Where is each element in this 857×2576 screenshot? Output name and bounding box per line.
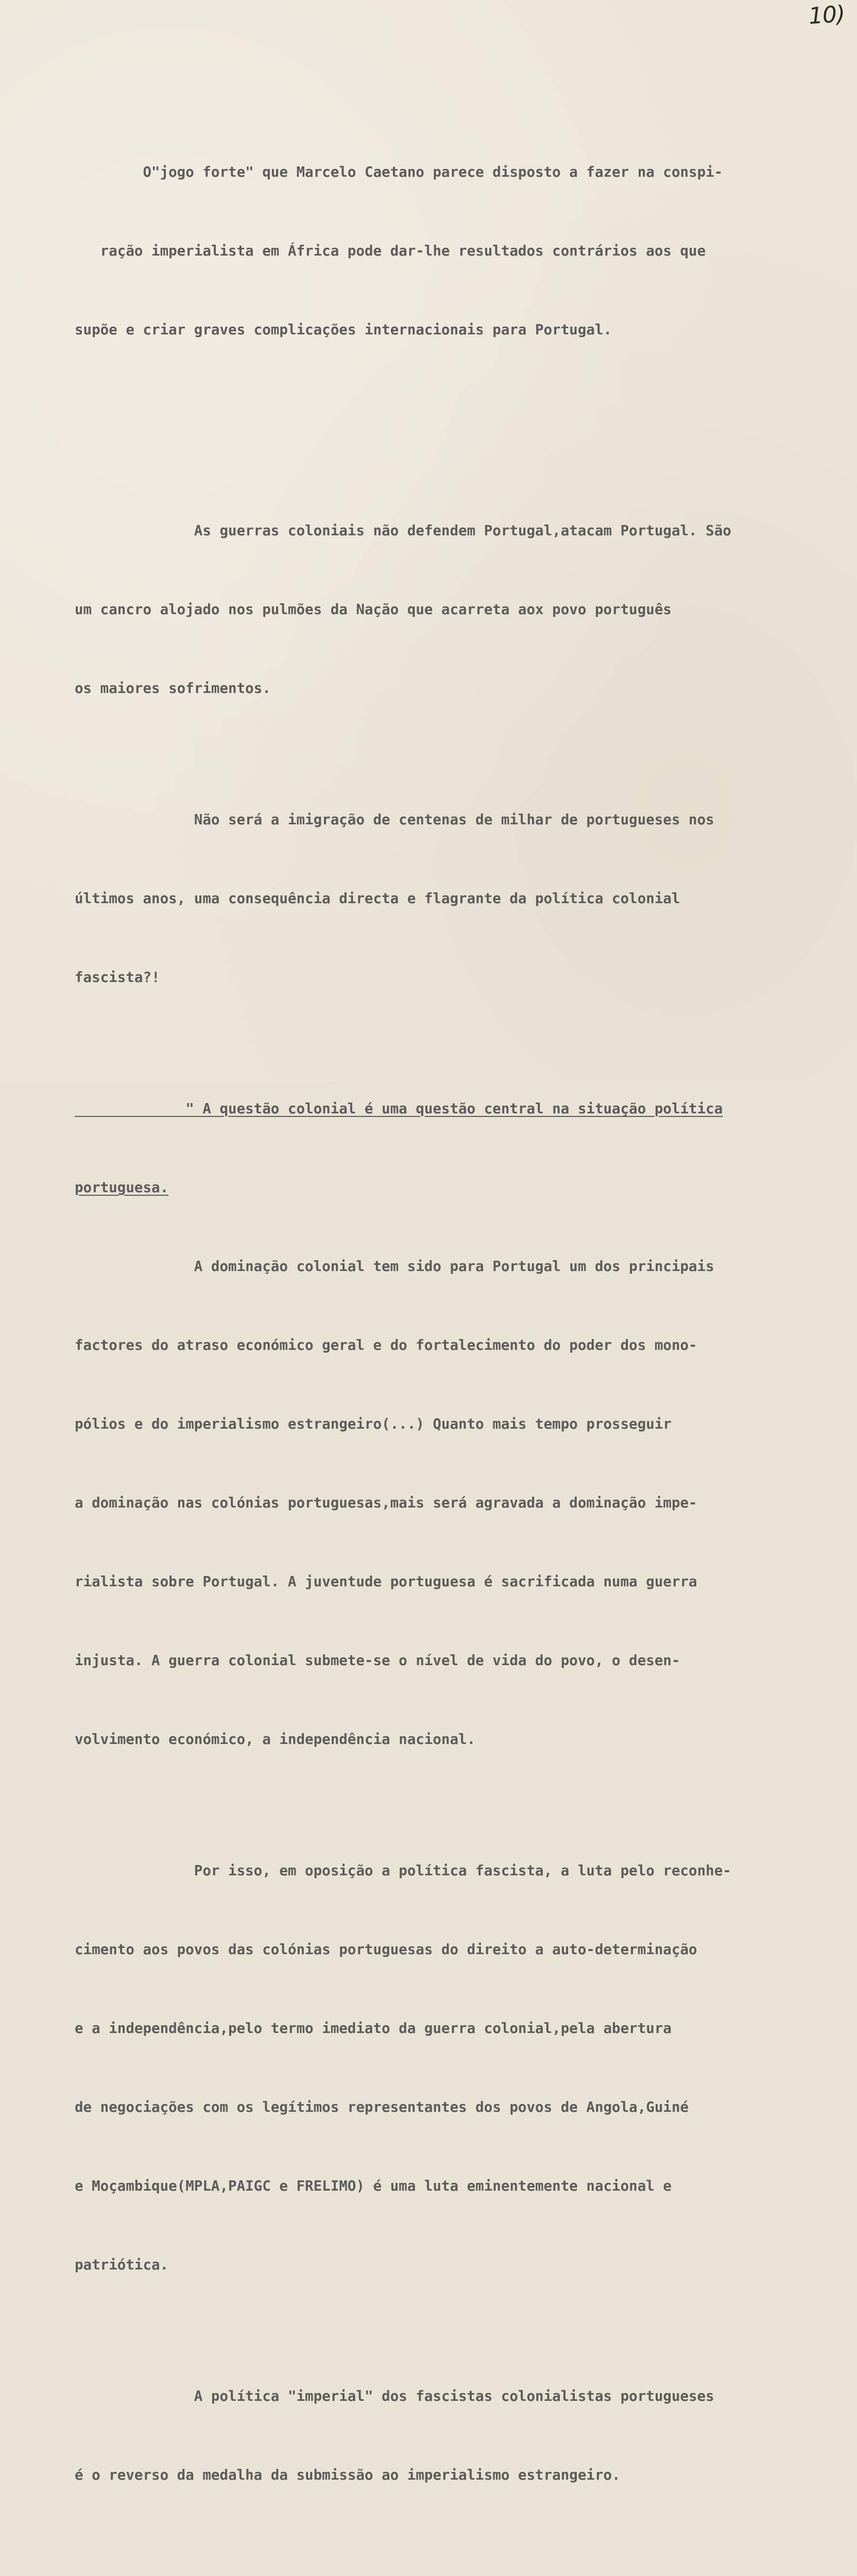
quote-heading-line: portuguesa.: [75, 1179, 169, 1196]
text-line: As guerras coloniais não defendem Portugal,atacam Portugal. São: [75, 522, 731, 539]
text-line: pólios e do imperialismo estrangeiro(...) Quanto mais tempo prosseguir: [75, 1416, 672, 1432]
text-line: supõe e criar graves complicações internacionais para Portugal.: [75, 321, 612, 338]
text-line: A política "imperial" dos fascistas colonialistas portugueses: [75, 2388, 714, 2404]
text-line: Por isso, em oposição a política fascista, a luta pelo reconhe-: [75, 1862, 731, 1879]
text-line: Não será a imigração de centenas de milhar de portugueses nos: [75, 811, 714, 828]
text-line: é o reverso da medalha da submissão ao imperialismo estrangeiro.: [75, 2467, 621, 2483]
text-line: factores do atraso económico geral e do fortalecimento do poder dos mono-: [75, 1337, 697, 1353]
text-line: e a independência,pelo termo imediato da guerra colonial,pela abertura: [75, 2020, 672, 2037]
text-line: e Moçambique(MPLA,PAIGC e FRELIMO) é uma luta eminentemente nacional e: [75, 2178, 672, 2194]
text-line: cimento aos povos das colónias portuguesas do direito a auto-determinação: [75, 1941, 697, 1958]
text-line: ração imperialista em África pode dar-lhe resultados contrários aos que: [75, 243, 706, 259]
text-line: últimos anos, uma consequência directa e flagrante da política colonial: [75, 890, 680, 907]
text-line: volvimento económico, a independência nacional.: [75, 1731, 476, 1748]
text-line: patriótica.: [75, 2257, 169, 2273]
text-line: injusta. A guerra colonial submete-se o nível de vida do povo, o desen-: [75, 1652, 680, 1669]
text-line: a dominação nas colónias portuguesas,mais será agravada a dominação impe-: [75, 1495, 697, 1511]
page-number: 10): [808, 1, 846, 30]
text-line: rialista sobre Portugal. A juventude portuguesa é sacrificada numa guerra: [75, 1573, 697, 1590]
paragraph-gap: [75, 396, 852, 413]
quote-heading-line: " A questão colonial é uma questão central na situação política: [75, 1100, 723, 1117]
text-line: de negociações com os legítimos representantes dos povos de Angola,Guiné: [75, 2099, 689, 2115]
text-line: fascista?!: [75, 969, 160, 986]
text-line: O"jogo forte" que Marcelo Caetano parece disposto a fazer na conspi-: [75, 164, 723, 180]
text-line: A dominação colonial tem sido para Portugal um dos principais: [75, 1258, 714, 1275]
text-line: os maiores sofrimentos.: [75, 680, 271, 697]
body-text: [75, 54, 852, 2576]
text-line: um cancro alojado nos pulmões da Nação que acarreta aox povo português: [75, 601, 672, 618]
